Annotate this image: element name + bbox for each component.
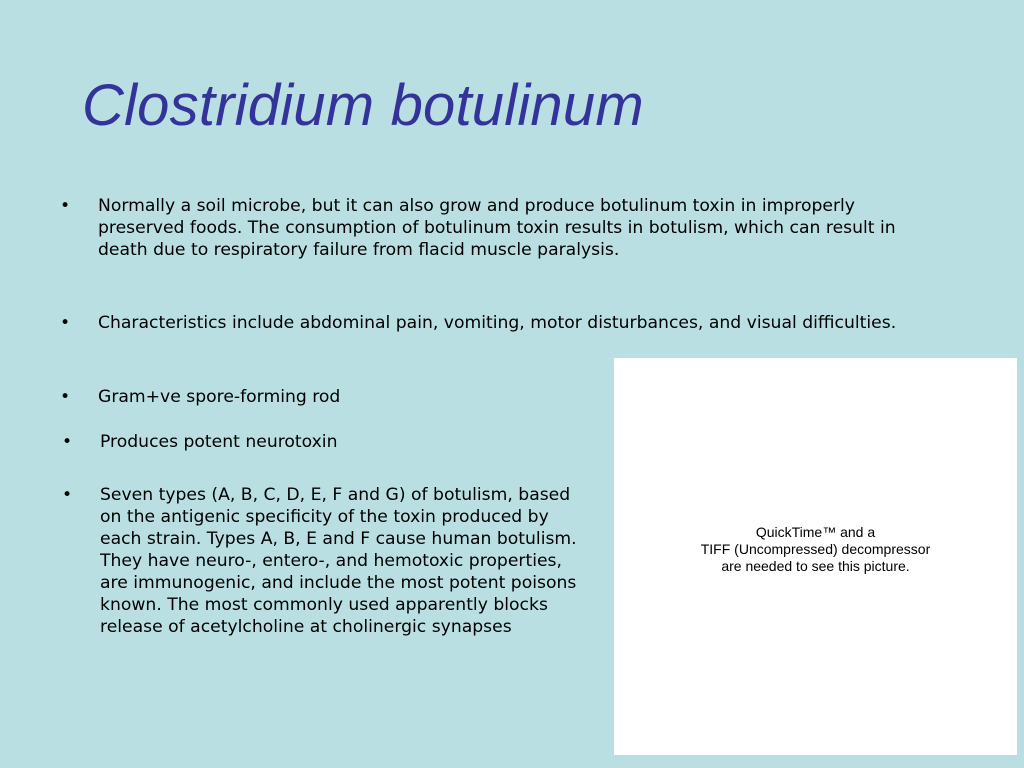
bullet-text: Characteristics include abdominal pain, vomiting, motor disturbances, and visual difficulties. — [98, 313, 897, 333]
bullet-item — [60, 312, 928, 334]
bullet-dot: • — [62, 485, 73, 505]
bullet-text: Normally a soil microbe, but it can also grow and produce botulinum toxin in improperly preserved foods. The consumption of botulinum toxin results in botulism, which can result in death due to respiratory failure from flacid muscle paralysis. — [98, 196, 896, 260]
bullet-item — [62, 484, 590, 638]
bullet-dot: • — [60, 196, 71, 216]
bullet-dot: • — [60, 387, 71, 407]
bullet-item — [60, 386, 598, 408]
placeholder-message — [614, 524, 1017, 575]
bullet-text: Gram+ve spore-forming rod — [98, 387, 341, 407]
bullet-item — [60, 195, 918, 261]
placeholder-line: TIFF (Uncompressed) decompressor — [700, 541, 931, 557]
bullet-text: Seven types (A, B, C, D, E, F and G) of botulism, based on the antigenic specificity of the toxin produced by each strain. Types A, B, E and F cause human botulism. They have neuro-, entero-, and hemotoxic properties, are immunogenic, and include the most potent poisons known. The most commonly used apparently blocks release of acetylcholine at cholinergic synapses — [100, 485, 577, 637]
placeholder-line: QuickTime™ and a — [755, 524, 876, 540]
placeholder-line: are needed to see this picture. — [721, 558, 910, 574]
bullet-item — [62, 431, 600, 453]
image-placeholder — [614, 358, 1017, 755]
bullet-dot: • — [60, 313, 71, 333]
bullet-dot: • — [62, 432, 73, 452]
bullet-text: Produces potent neurotoxin — [100, 432, 338, 452]
slide-title: Clostridium botulinum — [82, 73, 644, 138]
